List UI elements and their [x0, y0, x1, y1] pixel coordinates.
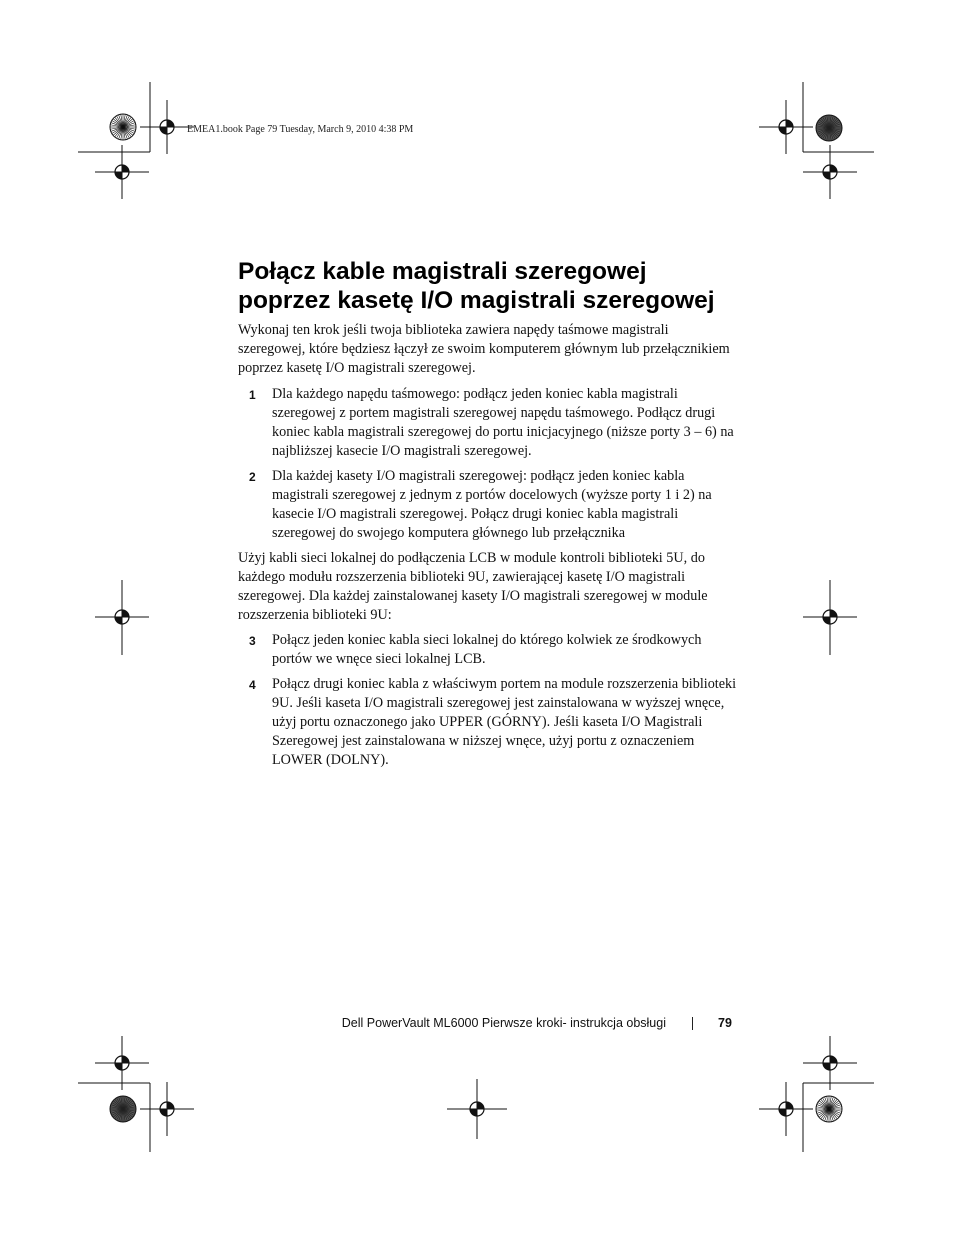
- step-text: Połącz drugi koniec kabla z właściwym portem na module rozszerzenia biblioteki 9U. Jeśli kaseta I/O magistrali szeregowej jest zainstalowana w wyższej wnęce, użyj portu oznaczonego jako UPPER (GÓRNY). Jeśli kaseta I/O Magistrali Szeregowej jest zainstalowana w niższej wnęce, użyj portu z oznaczeniem LOWER (DOLNY).: [272, 676, 737, 768]
- footer-separator: [692, 1017, 693, 1030]
- heading-line-1: Połącz kable magistrali szeregowej: [238, 258, 647, 285]
- step-3: [238, 631, 738, 669]
- registration-target-icon: [140, 100, 194, 154]
- step-text: Dla każdego napędu taśmowego: podłącz jeden koniec kabla magistrali szeregowej z portem magistrali szeregowej napędu taśmowego. Podłącz drugi koniec kabla magistrali szeregowej do portu inicjacyjnego (niższe porty 3 – 6) na najbliższej kasecie I/O magistrali szeregowej.: [272, 386, 734, 459]
- heading-line-2: poprzez kasetę I/O magistrali szeregowej: [238, 287, 715, 314]
- registration-target-icon: [140, 1082, 194, 1136]
- intro-paragraph: Wykonaj ten krok jeśli twoja biblioteka zawiera napędy taśmowe magistrali szeregowej, które będziesz łączył ze swoim komputerem głównym lub przełącznikiem poprzez kasetę I/O magistrali szeregowej.: [238, 322, 730, 376]
- starburst-target-icon: [110, 1096, 136, 1122]
- print-slug: EMEA1.book Page 79 Tuesday, March 9, 2010 4:38 PM: [187, 124, 414, 135]
- starburst-target-icon: [816, 115, 842, 141]
- registration-target-icon: [95, 145, 149, 199]
- step-4: [238, 675, 738, 770]
- step-2: [238, 467, 738, 543]
- footer-title: Dell PowerVault ML6000 Pierwsze kroki- instrukcja obsługi: [341, 1016, 666, 1030]
- step-text: Połącz jeden koniec kabla sieci lokalnej do którego kolwiek ze środkowych portów we wnęce sieci lokalnej LCB.: [272, 632, 702, 667]
- registration-target-icon: [759, 1082, 813, 1136]
- registration-target-icon: [759, 100, 813, 154]
- body-content: [238, 321, 738, 776]
- step-number: 3: [249, 634, 256, 648]
- registration-target-icon: [447, 1079, 507, 1139]
- step-number: 4: [249, 678, 256, 692]
- step-number: 1: [249, 388, 256, 402]
- page-number: 79: [718, 1016, 732, 1030]
- middle-paragraph: Użyj kabli sieci lokalnej do podłączenia LCB w module kontroli biblioteki 5U, do każdego modułu rozszerzenia biblioteki 9U, zawierającej kasetę I/O magistrali szeregowej. Dla każdej zainstalowanej kasety I/O magistrali szeregowej w module rozszerzenia biblioteki 9U:: [238, 550, 708, 623]
- page-footer: [0, 1016, 954, 1036]
- step-number: 2: [249, 470, 256, 484]
- section-heading: [238, 257, 798, 315]
- registration-target-icon: [803, 145, 857, 199]
- step-text: Dla każdej kasety I/O magistrali szeregowej: podłącz jeden koniec kabla magistrali szeregowej z jednym z portów docelowych (wyższe porty 1 i 2) na kasecie I/O magistrali szeregowej. Połącz drugi koniec kabla magistrali szeregowej do swojego komputera głównego lub przełącznika: [272, 468, 712, 541]
- registration-target-icon: [803, 1036, 857, 1090]
- starburst-target-icon: [816, 1096, 842, 1122]
- registration-target-icon: [95, 1036, 149, 1090]
- starburst-target-icon: [110, 114, 136, 140]
- step-1: [238, 385, 738, 461]
